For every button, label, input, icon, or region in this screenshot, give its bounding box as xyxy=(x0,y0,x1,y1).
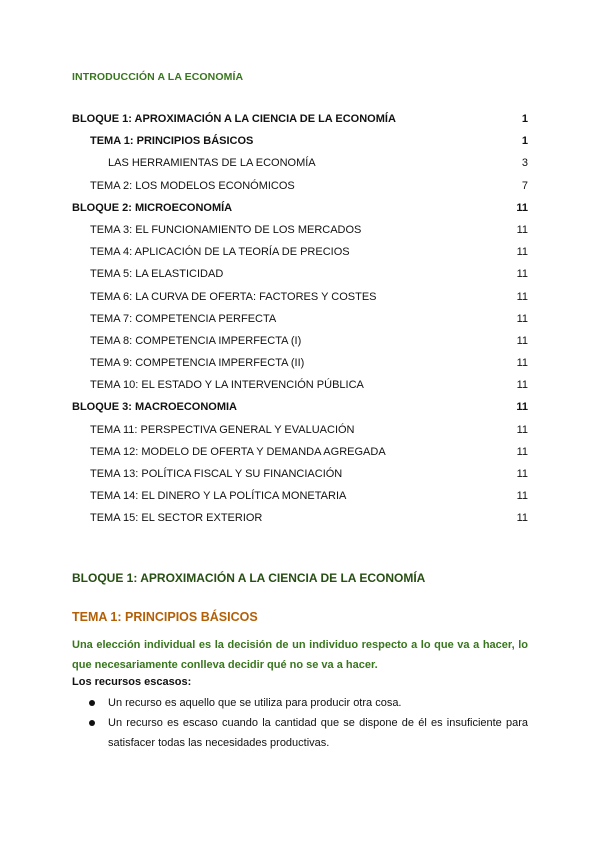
document-title: INTRODUCCIÓN A LA ECONOMÍA xyxy=(72,71,244,83)
toc-entry[interactable] xyxy=(72,485,528,507)
toc-entry-page: 11 xyxy=(516,379,528,392)
toc-entry[interactable] xyxy=(72,308,528,330)
toc-entry-page: 11 xyxy=(516,490,528,503)
list-item xyxy=(72,693,528,713)
toc-entry-label: TEMA 12: MODELO DE OFERTA Y DEMANDA AGREGADA xyxy=(90,445,386,458)
toc-entry[interactable] xyxy=(72,219,528,241)
toc-entry-page: 7 xyxy=(521,179,528,192)
toc-entry[interactable] xyxy=(72,108,528,130)
toc-entry-page: 11 xyxy=(516,312,528,325)
list-item-text: Un recurso es aquello que se utiliza para producir otra cosa. xyxy=(108,697,402,709)
toc-entry-label: TEMA 15: EL SECTOR EXTERIOR xyxy=(90,512,263,525)
bullet-icon xyxy=(89,700,95,706)
toc-entry-page: 1 xyxy=(521,113,528,125)
toc-entry-label: TEMA 5: LA ELASTICIDAD xyxy=(90,268,224,281)
toc-entry-page: 11 xyxy=(516,201,528,214)
intro-paragraph: Una elección individual es la decisión de un individuo respecto a lo que va a hacer, lo que necesariamente conlleva decidir qué no se va a hacer. xyxy=(72,639,528,671)
toc-entry-label: TEMA 1: PRINCIPIOS BÁSICOS xyxy=(90,135,254,148)
toc-entry[interactable] xyxy=(72,507,528,529)
toc-entry-label: TEMA 9: COMPETENCIA IMPERFECTA (II) xyxy=(90,357,305,370)
toc-entry[interactable] xyxy=(72,286,528,308)
toc-entry[interactable] xyxy=(72,175,528,197)
toc-entry-label: TEMA 11: PERSPECTIVA GENERAL Y EVALUACIÓN xyxy=(90,423,355,436)
toc-entry-label: TEMA 6: LA CURVA DE OFERTA: FACTORES Y COSTES xyxy=(90,290,377,303)
toc-entry-page: 11 xyxy=(516,512,528,525)
bloque-heading: BLOQUE 1: APROXIMACIÓN A LA CIENCIA DE LA ECONOMÍA xyxy=(72,571,426,585)
toc-entry-page: 11 xyxy=(516,445,528,458)
toc-entry[interactable] xyxy=(72,441,528,463)
toc-entry-page: 1 xyxy=(521,135,528,148)
bullet-icon xyxy=(89,720,95,726)
list-item xyxy=(72,713,528,753)
toc-entry[interactable] xyxy=(72,330,528,352)
toc-entry-label: TEMA 13: POLÍTICA FISCAL Y SU FINANCIACIÓN xyxy=(90,468,343,480)
toc-entry-label: BLOQUE 3: MACROECONOMIA xyxy=(72,401,237,414)
toc-entry[interactable] xyxy=(72,463,528,485)
toc-entry-label: TEMA 10: EL ESTADO Y LA INTERVENCIÓN PÚBLICA xyxy=(90,379,364,392)
toc-entry-label: LAS HERRAMIENTAS DE LA ECONOMÍA xyxy=(108,157,316,170)
toc-entry-label: TEMA 7: COMPETENCIA PERFECTA xyxy=(90,312,277,325)
toc-entry-page: 3 xyxy=(521,157,528,170)
toc-entry-page: 11 xyxy=(516,246,528,259)
toc-entry[interactable] xyxy=(72,374,528,396)
bullet-list xyxy=(72,693,528,753)
toc-entry-label: TEMA 2: LOS MODELOS ECONÓMICOS xyxy=(90,179,295,192)
list-item-text: Un recurso es escaso cuando la cantidad que se dispone de él es insuficiente para satisfacer todas las necesidades productivas. xyxy=(108,717,528,749)
section-subheading: Los recursos escasos: xyxy=(72,676,192,688)
toc-entry[interactable] xyxy=(72,152,528,174)
tema-heading: TEMA 1: PRINCIPIOS BÁSICOS xyxy=(72,610,258,624)
toc-entry[interactable] xyxy=(72,352,528,374)
toc-entry[interactable] xyxy=(72,197,528,219)
toc-entry-page: 11 xyxy=(516,423,528,436)
toc-entry-page: 11 xyxy=(516,290,528,303)
toc-entry[interactable] xyxy=(72,419,528,441)
toc-entry-label: TEMA 4: APLICACIÓN DE LA TEORÍA DE PRECIOS xyxy=(90,246,350,259)
toc-entry[interactable] xyxy=(72,396,528,418)
toc-entry-page: 11 xyxy=(516,223,528,236)
toc-entry-page: 11 xyxy=(516,468,528,480)
toc-entry-label: TEMA 8: COMPETENCIA IMPERFECTA (I) xyxy=(90,334,302,347)
toc-entry[interactable] xyxy=(72,263,528,285)
toc-entry-page: 11 xyxy=(516,357,528,370)
toc-entry-label: BLOQUE 2: MICROECONOMÍA xyxy=(72,201,233,214)
toc-entry-label: TEMA 14: EL DINERO Y LA POLÍTICA MONETARIA xyxy=(90,490,347,503)
table-of-contents xyxy=(72,108,528,530)
toc-entry-label: TEMA 3: EL FUNCIONAMIENTO DE LOS MERCADOS xyxy=(90,223,362,236)
toc-entry-page: 11 xyxy=(516,401,528,414)
toc-entry[interactable] xyxy=(72,130,528,152)
toc-entry-label: BLOQUE 1: APROXIMACIÓN A LA CIENCIA DE LA ECONOMÍA xyxy=(72,113,396,125)
toc-entry-page: 11 xyxy=(516,334,528,347)
toc-entry[interactable] xyxy=(72,241,528,263)
toc-entry-page: 11 xyxy=(516,268,528,281)
